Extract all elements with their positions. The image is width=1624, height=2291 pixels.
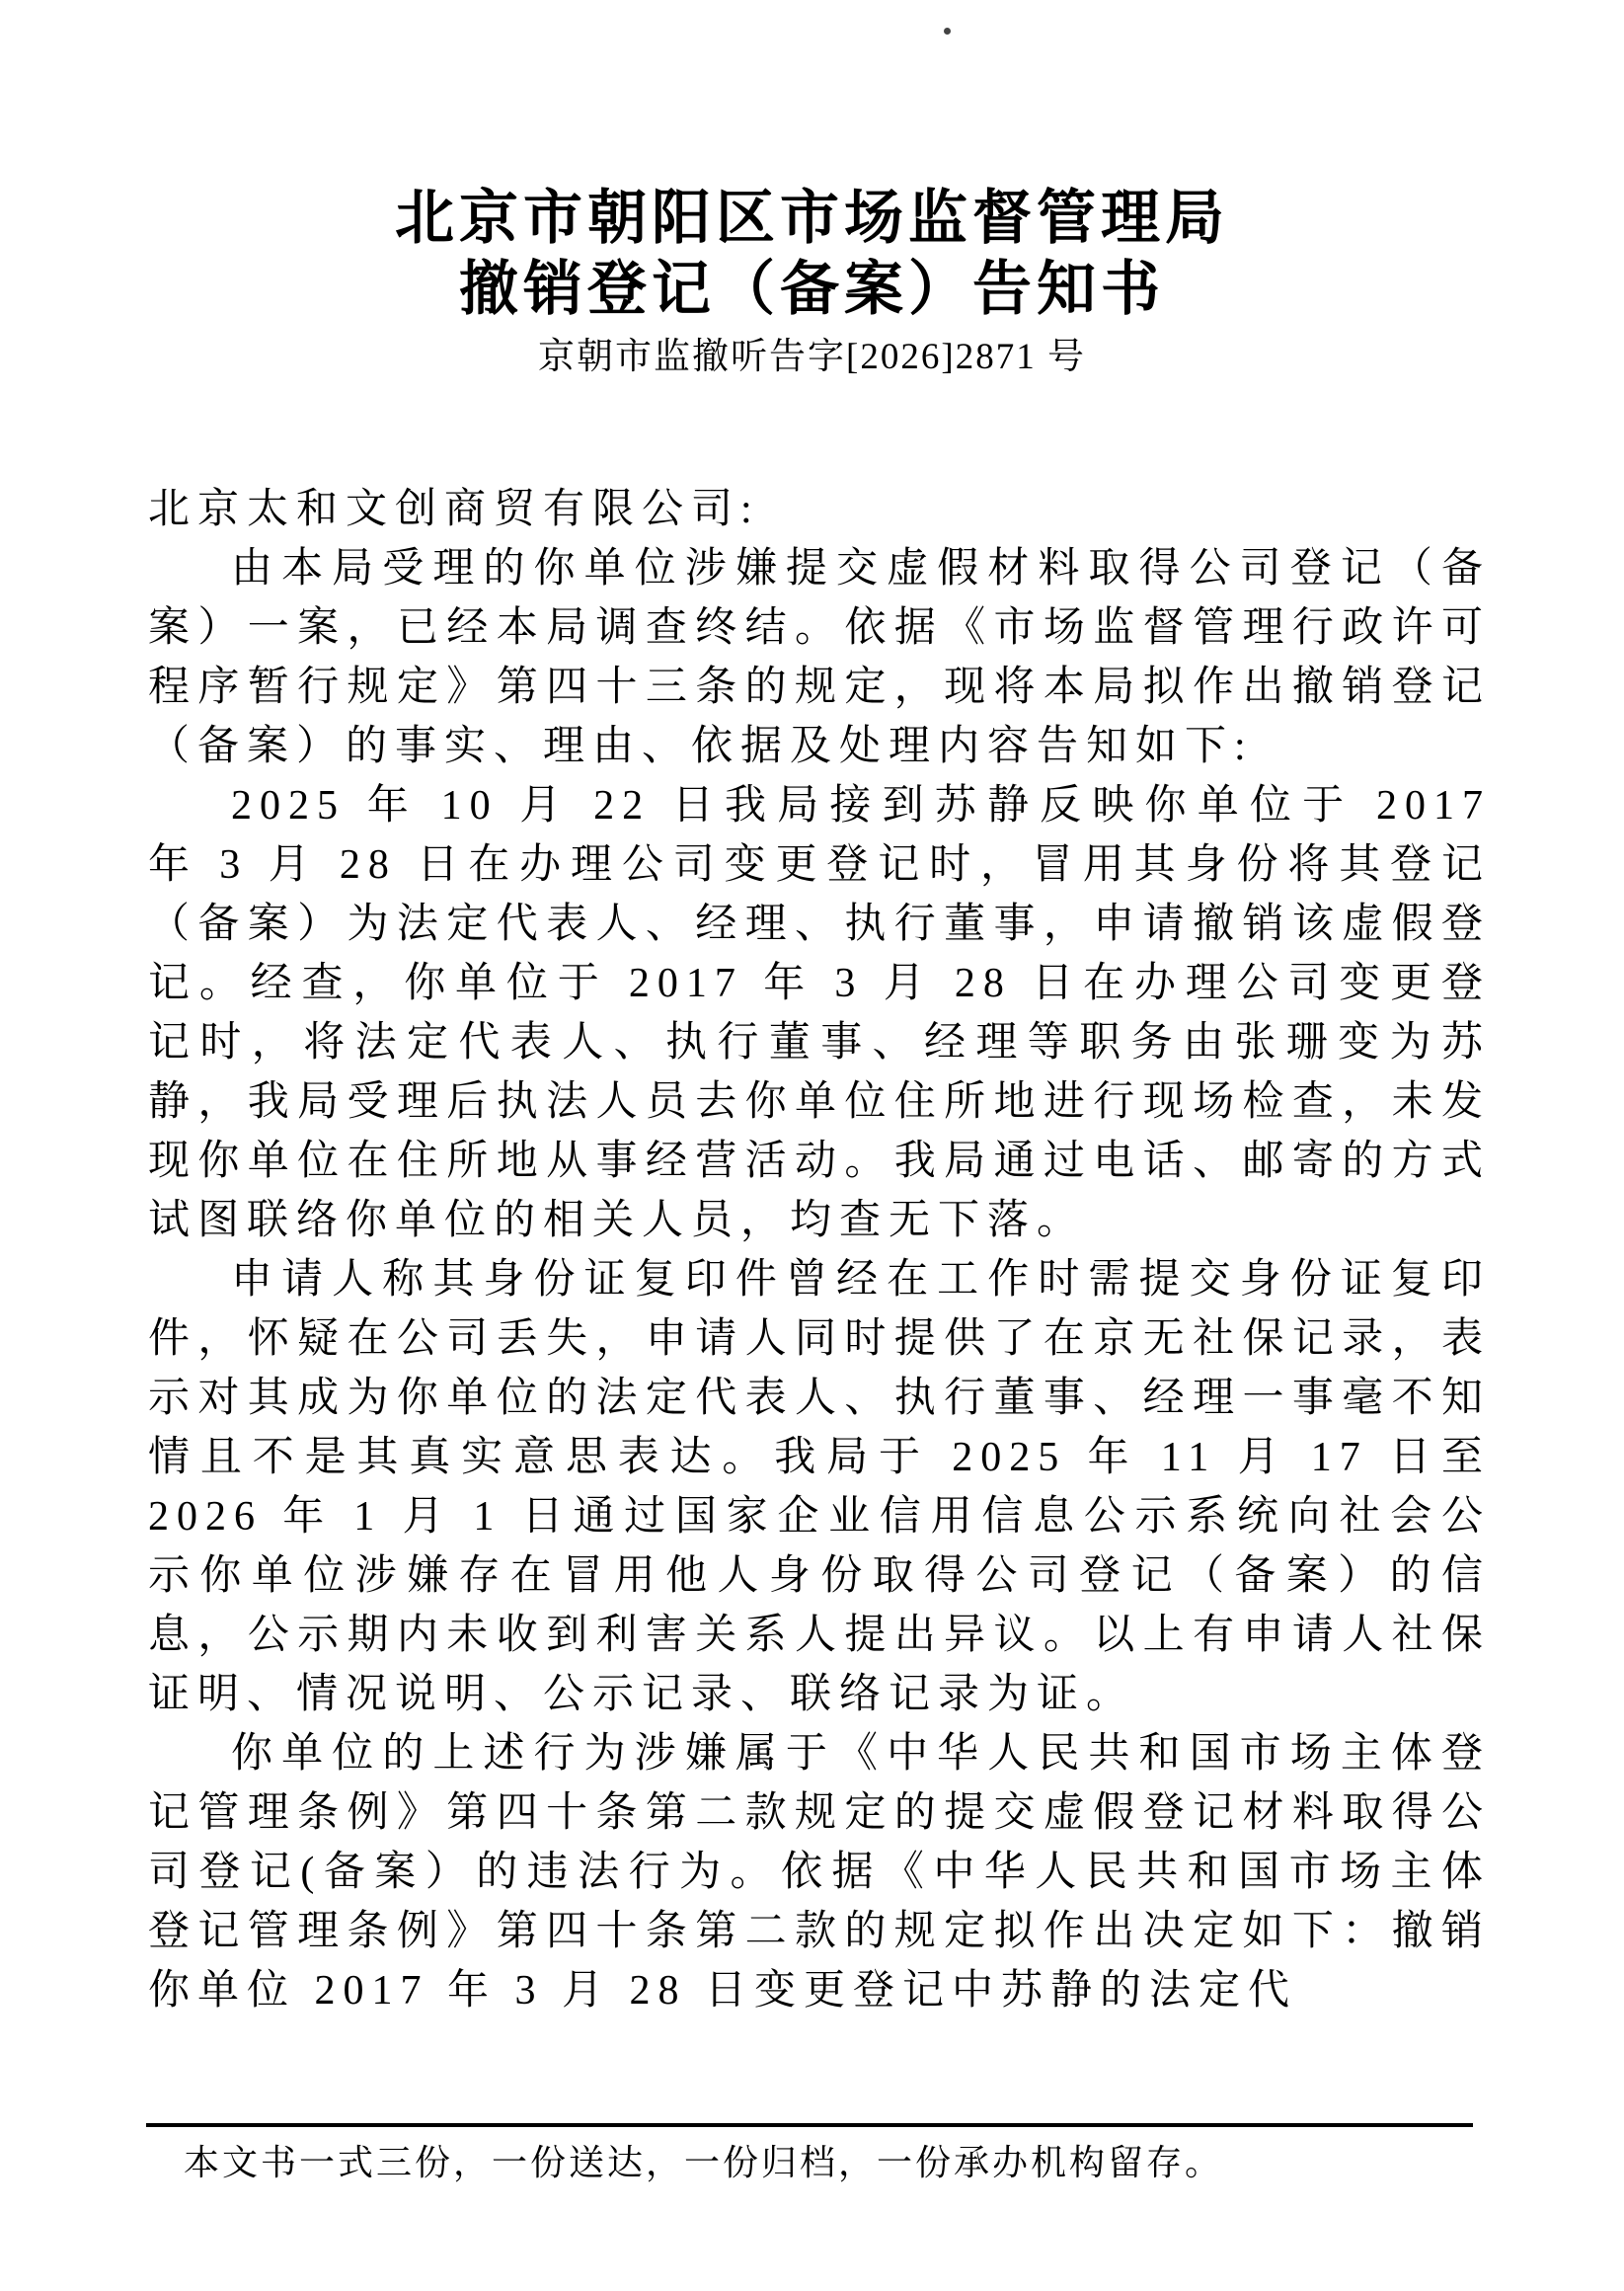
- document-header: [0, 183, 1624, 380]
- recipient-company-line: 北京太和文创商贸有限公司:: [148, 487, 760, 532]
- paragraph-case-intro: 由本局受理的你单位涉嫌提交虚假材料取得公司登记（备案）一案，已经本局调查终结。依据《市场监督管理行政许可程序暂行规定》第四十三条的规定，现将本局拟作出撤销登记（备案）的事实、理由、依据及处理内容告知如下:: [148, 546, 1491, 769]
- document-reference-number: 京朝市监撤听告字[2026]2871 号: [538, 337, 1086, 377]
- document-type-title: 撤销登记（备案）告知书: [459, 257, 1165, 322]
- footer-divider-line: [146, 2123, 1473, 2127]
- paragraph-legal-basis-decision: 你单位的上述行为涉嫌属于《中华人民共和国市场主体登记管理条例》第四十条第二款规定的提交虚假登记材料取得公司登记(备案）的违法行为。依据《中华人民共和国市场主体登记管理条例》第四十条第二款的规定拟作出决定如下：撤销你单位 2017 年 3 月 28 日变更登记中苏静的法定代: [148, 1731, 1491, 2014]
- footer-distribution-note: 本文书一式三份，一份送达，一份归档，一份承办机构留存。: [184, 2143, 1224, 2182]
- paragraph-applicant-evidence: 申请人称其身份证复印件曾经在工作时需提交身份证复印件，怀疑在公司丢失，申请人同时提供了在京无社保记录，表示对其成为你单位的法定代表人、执行董事、经理一事毫不知情且不是其真实意思表达。我局于 2025 年 11 月 17 日至 2026 年 1 月 1 日通过国家企业信用信息公示系统向社会公示你单位涉嫌存在冒用他人身份取得公司登记（备案）的信息，公示期内未收到利害关系人提出异议。以上有申请人社保证明、情况说明、公示记录、联络记录为证。: [148, 1257, 1491, 1717]
- document-body: [148, 480, 1491, 2020]
- paragraph-facts-investigation: 2025 年 10 月 22 日我局接到苏静反映你单位于 2017 年 3 月 28 日在办理公司变更登记时，冒用其身份将其登记（备案）为法定代表人、经理、执行董事，申请撤销该虚假登记。经查，你单位于 2017 年 3 月 28 日在办理公司变更登记时，将法定代表人、执行董事、经理等职务由张珊变为苏静，我局受理后执法人员去你单位住所地进行现场检查，未发现你单位在住所地从事经营活动。我局通过电话、邮寄的方式试图联络你单位的相关人员，均查无下落。: [148, 783, 1491, 1243]
- issuing-authority-title: 北京市朝阳区市场监督管理局: [395, 186, 1229, 251]
- scan-artifact-dot: [944, 28, 951, 35]
